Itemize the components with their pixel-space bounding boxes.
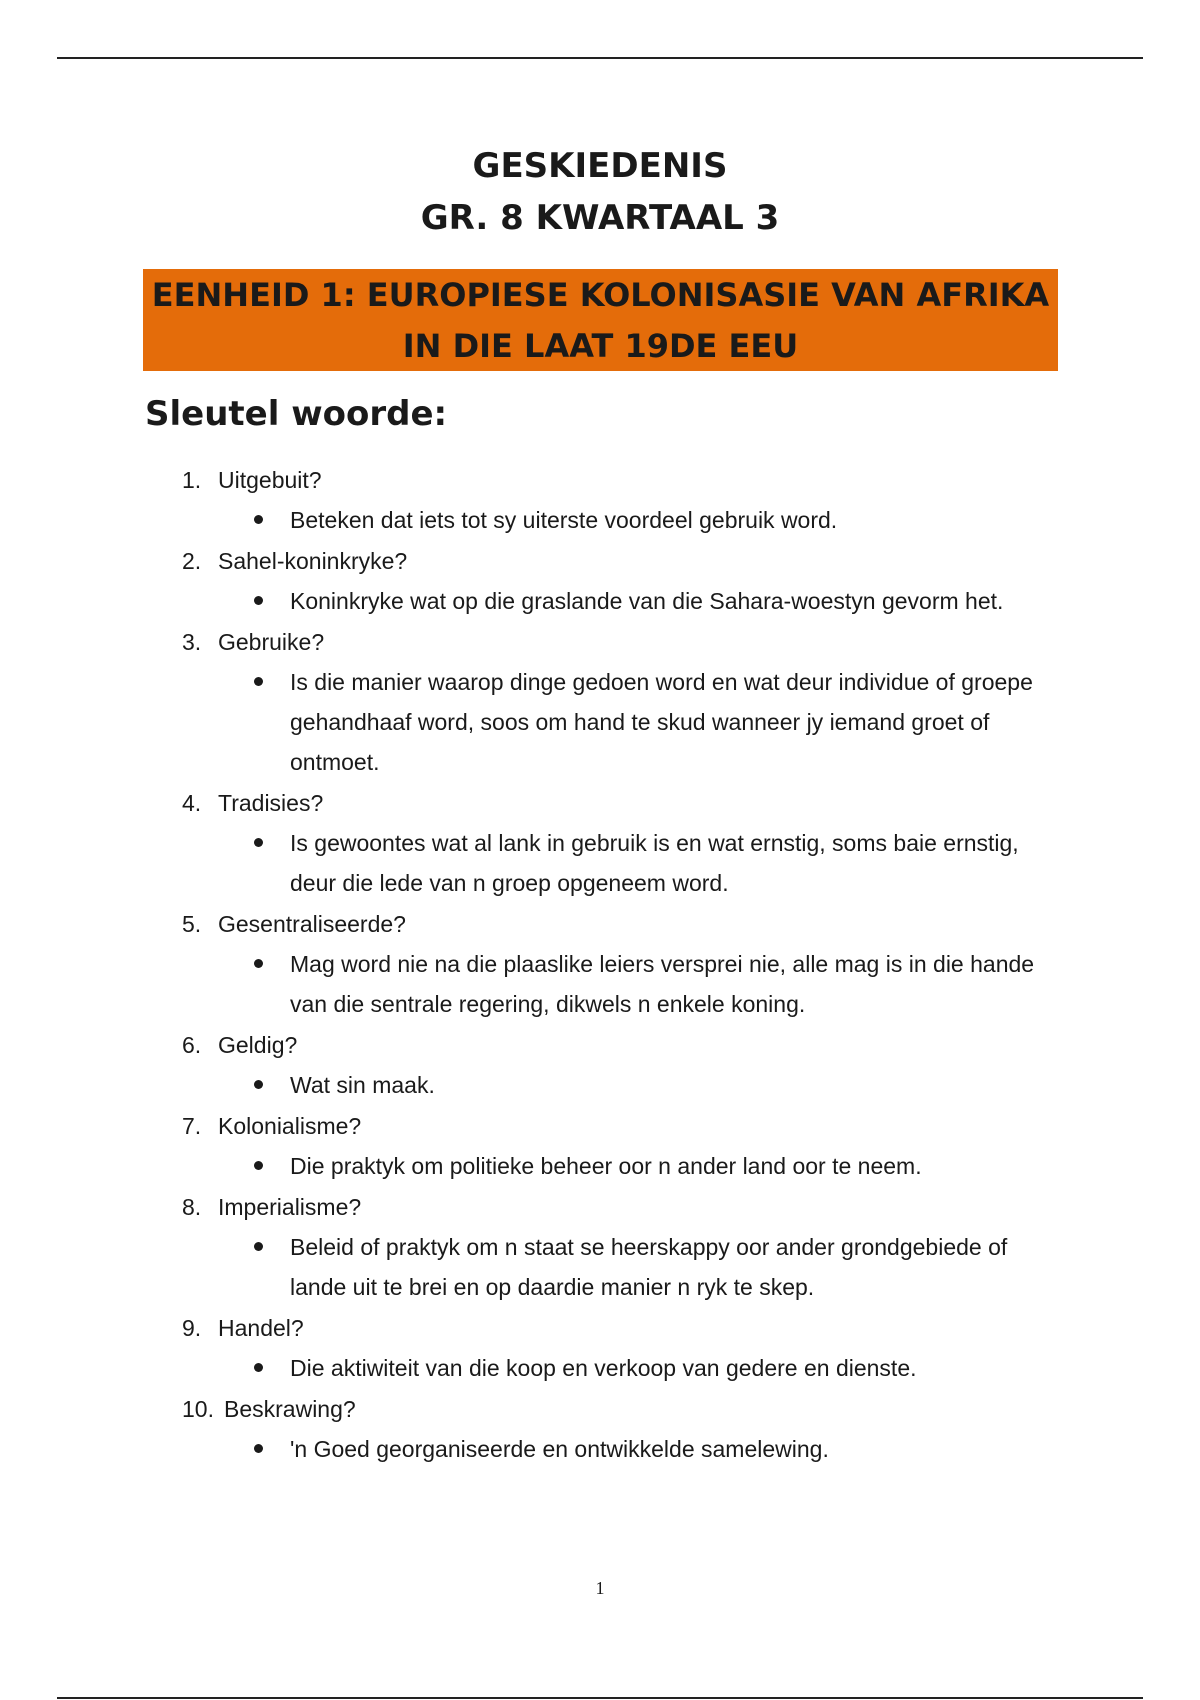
definition-text: Is die manier waarop dinge gedoen word en wat deur individue of groepe gehandhaaf word, soos om hand te skud wanneer jy iemand groet of ontmoet. [290,669,1033,775]
definition-text: Die praktyk om politieke beheer oor n ander land oor te neem. [290,1153,922,1179]
top-rule [57,57,1143,59]
term-item [0,1308,1200,1389]
term-number: 10. [182,1396,214,1422]
term-label: Geldig? [218,1032,298,1058]
term-label: Uitgebuit? [218,467,322,493]
term-label: Gesentraliseerde? [218,911,406,937]
term-number: 9. [182,1315,202,1341]
term-definition [290,1227,1060,1308]
term-number: 7. [182,1113,202,1139]
bullet-icon [254,959,263,968]
subject-title: GESKIEDENIS [472,146,728,186]
term-label: Sahel-koninkryke? [218,548,408,574]
section-heading: Sleutel woorde: [145,394,448,434]
term-item [0,460,1200,541]
term-number: 5. [182,911,202,937]
term-definition [290,944,1060,1025]
term-number: 2. [182,548,202,574]
term-definition [290,500,1060,541]
unit-banner [143,269,1058,371]
term-item [0,541,1200,622]
definition-text: 'n Goed georganiseerde en ontwikkelde samelewing. [290,1436,829,1462]
term-number: 4. [182,790,202,816]
key-terms-list [0,460,1200,1470]
term-label: Imperialisme? [218,1194,362,1220]
bullet-icon [254,1161,263,1170]
term-item [0,1389,1200,1470]
term-definition [290,1065,1060,1106]
term-definition [290,662,1060,783]
term-definition [290,581,1060,622]
bullet-icon [254,1080,263,1089]
definition-text: Mag word nie na die plaaslike leiers versprei nie, alle mag is in die hande van die sentrale regering, dikwels n enkele koning. [290,951,1035,1017]
bullet-icon [254,1444,263,1453]
grade-term-title: GR. 8 KWARTAAL 3 [420,198,780,238]
document-title [0,140,1200,244]
bottom-rule [57,1697,1143,1699]
term-item [0,904,1200,1025]
term-label: Kolonialisme? [218,1113,362,1139]
term-number: 1. [182,467,202,493]
bullet-icon [254,515,263,524]
definition-text: Die aktiwiteit van die koop en verkoop van gedere en dienste. [290,1355,917,1381]
bullet-icon [254,1242,263,1251]
definition-text: Beteken dat iets tot sy uiterste voordeel gebruik word. [290,507,838,533]
definition-text: Koninkryke wat op die graslande van die Sahara-woestyn gevorm het. [290,588,1004,614]
term-item [0,783,1200,904]
unit-title-line-2: IN DIE LAAT 19DE EEU [402,327,799,365]
term-item [0,1187,1200,1308]
term-label: Tradisies? [218,790,324,816]
term-definition [290,1146,1060,1187]
bullet-icon [254,596,263,605]
definition-text: Beleid of praktyk om n staat se heerskappy oor ander grondgebiede of lande uit te brei en op daardie manier n ryk te skep. [290,1234,1008,1300]
definition-text: Is gewoontes wat al lank in gebruik is en wat ernstig, soms baie ernstig, deur die lede van n groep opgeneem word. [290,830,1019,896]
unit-title-line-1: EENHEID 1: EUROPIESE KOLONISASIE VAN AFRIKA [151,276,1050,314]
term-label: Handel? [218,1315,304,1341]
definition-text: Wat sin maak. [290,1072,435,1098]
term-item [0,622,1200,783]
term-label: Gebruike? [218,629,325,655]
bullet-icon [254,1363,263,1372]
page-number: 1 [595,1578,605,1598]
term-number: 6. [182,1032,202,1058]
bullet-icon [254,838,263,847]
term-definition [290,1429,1060,1470]
term-item [0,1106,1200,1187]
term-number: 3. [182,629,202,655]
term-label: Beskrawing? [224,1396,356,1422]
term-number: 8. [182,1194,202,1220]
term-definition [290,1348,1060,1389]
term-item [0,1025,1200,1106]
term-definition [290,823,1060,904]
bullet-icon [254,677,263,686]
